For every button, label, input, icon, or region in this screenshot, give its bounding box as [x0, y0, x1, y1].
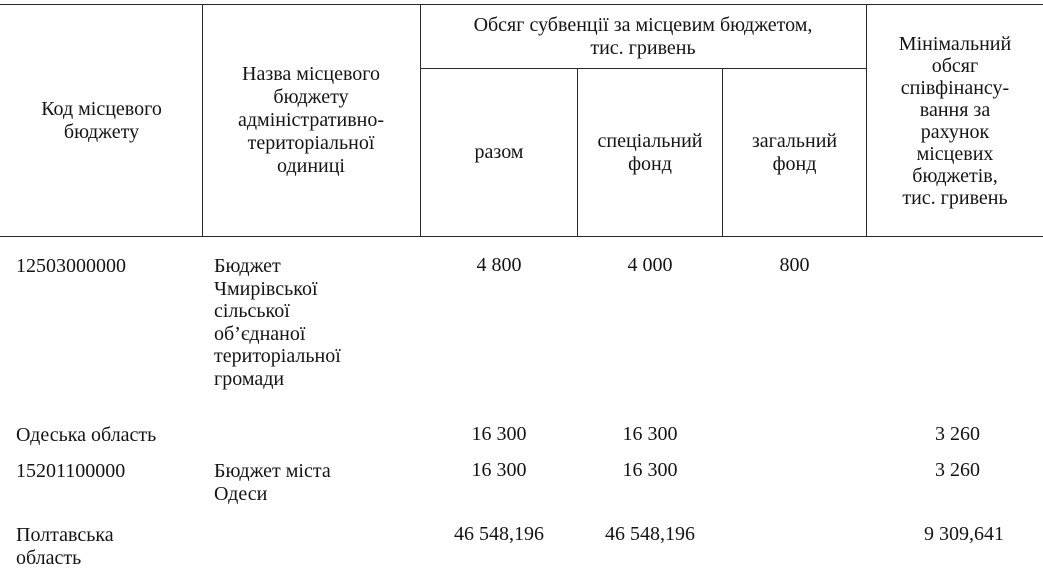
table-row-name: Бюджет міста Одеси — [214, 460, 331, 505]
header-name: Назва місцевого бюджету адміністративно- територіальної одиниці — [238, 63, 384, 177]
table-row-total: 4 800 — [476, 254, 522, 276]
table-row-total: 16 300 — [471, 423, 527, 445]
table-row-total: 46 548,196 — [454, 523, 544, 545]
table-row-special: 16 300 — [622, 423, 678, 445]
table-row-special: 46 548,196 — [605, 523, 695, 545]
table-row-cofinancing: 3 260 — [935, 423, 980, 445]
table-row-name: Бюджет Чмирівської сільської об’єднаної територіальної громади — [214, 255, 341, 390]
table-row-cofinancing: 3 260 — [935, 459, 980, 481]
table-row-code: Одеська область — [16, 424, 157, 446]
header-subvention-group: Обсяг субвенції за місцевим бюджетом, тис. гривень — [473, 13, 813, 59]
table-row-code: 15201100000 — [16, 460, 126, 482]
table-row-cofinancing: 9 309,641 — [924, 523, 1004, 545]
table-row-general: 800 — [779, 254, 810, 276]
header-bottom-border — [0, 236, 1043, 237]
header-special-fund: спеціальний фонд — [597, 129, 703, 175]
header-general-fund: загальний фонд — [751, 129, 838, 175]
table-row-code: Полтавська область — [16, 524, 114, 569]
header-cofinancing: Мінімальний обсяг співфінансу- вання за рахунок місцевих бюджетів, тис. гривень — [898, 32, 1012, 209]
header-total: разом — [474, 141, 524, 163]
table-row-special: 4 000 — [627, 254, 673, 276]
table-row-special: 16 300 — [622, 459, 678, 481]
table-row-total: 16 300 — [471, 459, 527, 481]
header-code: Код місцевого бюджету — [41, 97, 162, 143]
table-row-code: 12503000000 — [16, 255, 126, 277]
